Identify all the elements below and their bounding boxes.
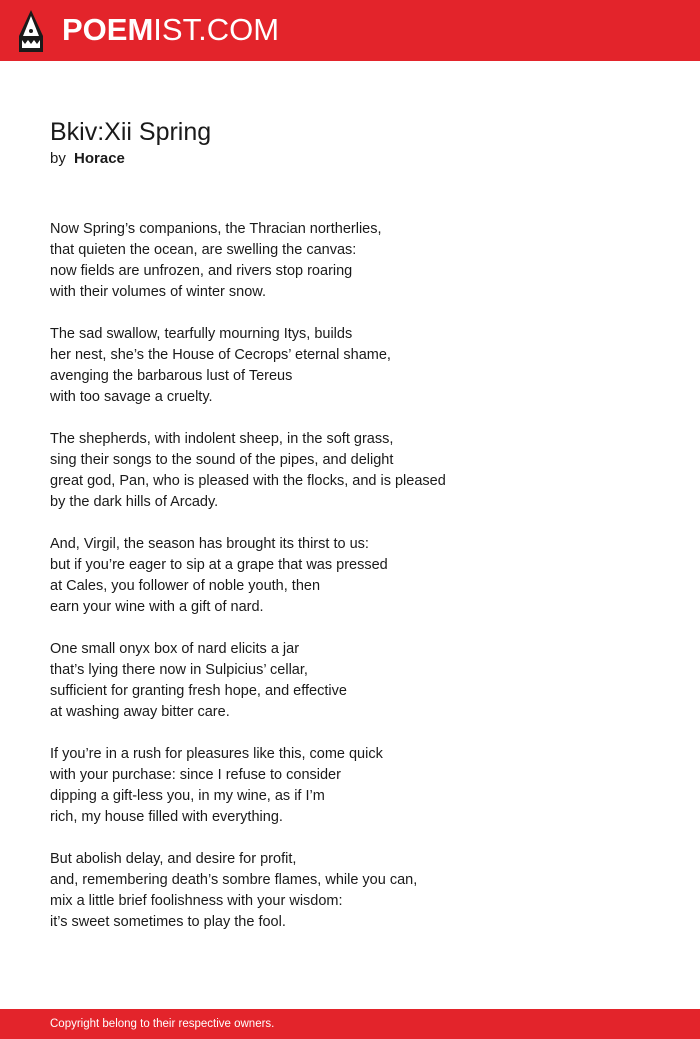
poem-line: and, remembering death’s sombre flames, while you can, (50, 872, 418, 888)
poem-line: rich, my house filled with everything. (50, 809, 283, 825)
copyright-notice: Copyright belong to their respective owners. (50, 1018, 275, 1030)
poem-line: it’s sweet sometimes to play the fool. (50, 914, 286, 930)
byline (50, 149, 125, 169)
logo-bold-text: POEM (62, 12, 154, 47)
site-header (0, 0, 700, 61)
pen-nib-icon[interactable] (19, 10, 43, 52)
site-footer (0, 1009, 700, 1039)
poem-line: at washing away bitter care. (50, 704, 230, 720)
stanza (50, 639, 670, 723)
poem-line: with your purchase: since I refuse to consider (50, 767, 341, 783)
poem-line: great god, Pan, who is pleased with the flocks, and is pleased (50, 473, 446, 489)
poem-line: mix a little brief foolishness with your wisdom: (50, 893, 343, 909)
poem-line: One small onyx box of nard elicits a jar (50, 641, 300, 657)
stanza (50, 849, 670, 933)
poem-line: with their volumes of winter snow. (50, 284, 266, 300)
by-label: by (50, 150, 66, 167)
poem-line: but if you’re eager to sip at a grape that was pressed (50, 557, 388, 573)
author-name: Horace (74, 150, 125, 167)
poem-line: And, Virgil, the season has brought its thirst to us: (50, 536, 369, 552)
poem-body (50, 219, 670, 954)
stanza (50, 534, 670, 618)
poem-line: that quieten the ocean, are swelling the canvas: (50, 242, 357, 258)
stanza (50, 744, 670, 828)
logo-light-text: IST.COM (153, 12, 280, 47)
poem-line: The shepherds, with indolent sheep, in the soft grass, (50, 431, 394, 447)
poem-line: sing their songs to the sound of the pipes, and delight (50, 452, 394, 468)
site-logo[interactable] (62, 12, 279, 48)
stanza (50, 429, 670, 513)
poem-line: that’s lying there now in Sulpicius’ cellar, (50, 662, 308, 678)
poem-line: now fields are unfrozen, and rivers stop roaring (50, 263, 353, 279)
poem-line: her nest, she’s the House of Cecrops’ eternal shame, (50, 347, 391, 363)
poem-line: at Cales, you follower of noble youth, then (50, 578, 321, 594)
poem-title: Bkiv:Xii Spring (50, 118, 212, 146)
poem-line: sufficient for granting fresh hope, and effective (50, 683, 347, 699)
poem-line: But abolish delay, and desire for profit, (50, 851, 297, 867)
poem-line: with too savage a cruelty. (50, 389, 213, 405)
poem-line: avenging the barbarous lust of Tereus (50, 368, 293, 384)
poem-line: If you’re in a rush for pleasures like this, come quick (50, 746, 383, 762)
poem-line: Now Spring’s companions, the Thracian northerlies, (50, 221, 382, 237)
poem-line: dipping a gift-less you, in my wine, as if I’m (50, 788, 325, 804)
poem-line: by the dark hills of Arcady. (50, 494, 219, 510)
stanza (50, 324, 670, 408)
stanza (50, 219, 670, 303)
poem-line: The sad swallow, tearfully mourning Itys, builds (50, 326, 353, 342)
poem-line: earn your wine with a gift of nard. (50, 599, 264, 615)
